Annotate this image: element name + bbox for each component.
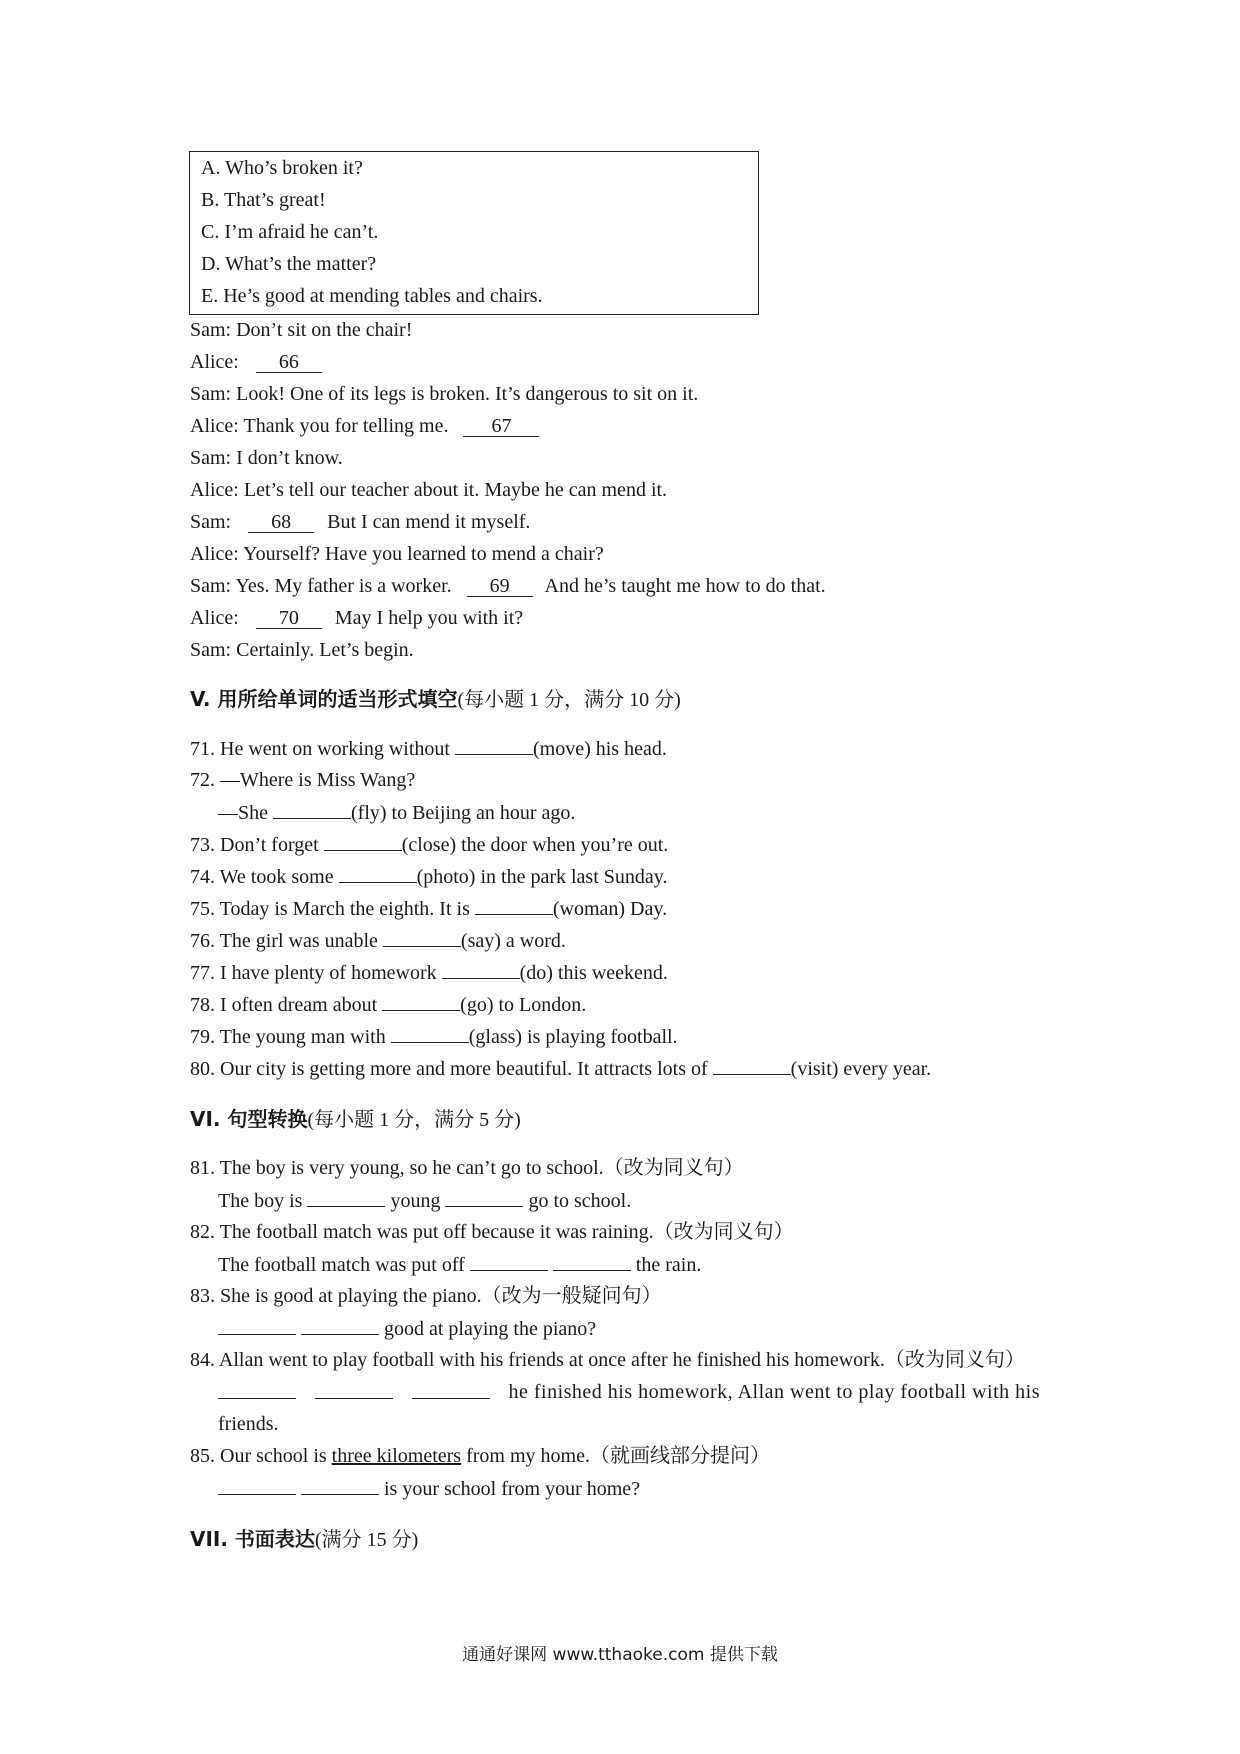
dialogue-text: May I help you with it? xyxy=(334,607,524,629)
dialogue-line xyxy=(190,414,539,438)
fill-blank[interactable] xyxy=(445,1188,523,1207)
fill-blank[interactable] xyxy=(301,1476,379,1495)
fill-blank[interactable] xyxy=(553,1252,631,1271)
question-text: (close) the door when you’re out. xyxy=(401,834,669,856)
dialogue-line xyxy=(190,350,322,374)
section-score: (每小题 1 分，满分 10 分) xyxy=(457,689,681,711)
question-text: 80. Our city is getting more and more beautiful. It attracts lots of xyxy=(190,1058,708,1080)
fill-blank[interactable] xyxy=(218,1316,296,1335)
section-5-heading xyxy=(190,686,681,713)
dialogue-line: Sam: Look! One of its legs is broken. It’s dangerous to sit on it. xyxy=(190,383,699,405)
speaker: Alice: xyxy=(190,607,239,629)
option-b: B. That’s great! xyxy=(201,189,326,211)
question-text: (move) his head. xyxy=(532,738,667,760)
question-text: 85. Our school is xyxy=(190,1445,327,1467)
question-text: (fly) to Beijing an hour ago. xyxy=(351,802,576,824)
question-text: —She xyxy=(218,802,268,824)
fill-blank[interactable] xyxy=(382,992,460,1011)
answer-blank-66[interactable]: 66 xyxy=(256,352,322,373)
question-text: 75. Today is March the eighth. It is xyxy=(190,898,470,920)
section-6-heading xyxy=(190,1106,521,1133)
question-85 xyxy=(190,1444,770,1468)
fill-blank[interactable] xyxy=(383,928,461,947)
fill-blank[interactable] xyxy=(307,1188,385,1207)
question-text: 76. The girl was unable xyxy=(190,930,378,952)
question-83: 83. She is good at playing the piano.（改为一般疑问句） xyxy=(190,1285,662,1307)
question-text: (photo) in the park last Sunday. xyxy=(416,866,668,888)
answer-blank-68[interactable]: 68 xyxy=(248,512,314,533)
section-score: (满分 15 分) xyxy=(314,1529,419,1551)
page-footer: 通通好课网 www.tthaoke.com 提供下载 xyxy=(462,1645,778,1665)
question-74 xyxy=(190,864,667,889)
dialogue-line xyxy=(190,510,530,534)
question-text: (woman) Day. xyxy=(552,898,668,920)
dialogue-line: Sam: Certainly. Let’s begin. xyxy=(190,639,414,661)
fill-blank[interactable] xyxy=(324,832,402,851)
fill-blank[interactable] xyxy=(442,960,520,979)
option-a: A. Who’s broken it? xyxy=(201,157,363,179)
question-text: (glass) is playing football. xyxy=(468,1026,678,1048)
fill-blank[interactable] xyxy=(455,736,533,755)
question-80 xyxy=(190,1056,931,1081)
fill-blank[interactable] xyxy=(470,1252,548,1271)
question-85-answer xyxy=(218,1476,640,1501)
section-title: VII. 书面表达 xyxy=(190,1527,315,1551)
question-text: 71. He went on working without xyxy=(190,738,450,760)
section-7-heading xyxy=(190,1526,418,1553)
question-text: the rain. xyxy=(635,1254,702,1276)
question-text: 77. I have plenty of homework xyxy=(190,962,437,984)
question-73 xyxy=(190,832,668,857)
dialogue-line: Sam: I don’t know. xyxy=(190,447,343,469)
question-text: 79. The young man with xyxy=(190,1026,386,1048)
question-text: he finished his homework, Allan went to play football with his xyxy=(508,1381,1040,1403)
dialogue-text: And he’s taught me how to do that. xyxy=(544,575,826,597)
dialogue-text: But I can mend it myself. xyxy=(327,511,531,533)
question-text: young xyxy=(390,1190,441,1212)
question-83-answer xyxy=(218,1316,596,1341)
dialogue-line: Sam: Don’t sit on the chair! xyxy=(190,319,413,341)
question-81-answer xyxy=(218,1188,631,1213)
dialogue-line xyxy=(190,606,523,630)
option-e: E. He’s good at mending tables and chairs. xyxy=(201,285,543,307)
section-title: VI. 句型转换 xyxy=(190,1107,308,1131)
option-d: D. What’s the matter? xyxy=(201,253,377,275)
question-text: The boy is xyxy=(218,1190,303,1212)
question-77 xyxy=(190,960,668,985)
answer-blank-69[interactable]: 69 xyxy=(467,576,533,597)
question-text: (visit) every year. xyxy=(790,1058,932,1080)
dialogue-line: Alice: Let’s tell our teacher about it. Maybe he can mend it. xyxy=(190,479,668,501)
question-79 xyxy=(190,1024,678,1049)
question-72: 72. —Where is Miss Wang? xyxy=(190,769,416,791)
fill-blank[interactable] xyxy=(713,1056,791,1075)
option-c: C. I’m afraid he can’t. xyxy=(201,221,379,243)
answer-blank-67[interactable]: 67 xyxy=(463,416,539,437)
question-82: 82. The football match was put off because it was raining.（改为同义句） xyxy=(190,1221,794,1243)
dialogue-text: Sam: Yes. My father is a worker. xyxy=(190,575,452,597)
fill-blank[interactable] xyxy=(475,896,553,915)
question-text: (go) to London. xyxy=(460,994,587,1016)
question-84-answer xyxy=(218,1380,1040,1404)
fill-blank[interactable] xyxy=(218,1380,296,1399)
fill-blank[interactable] xyxy=(301,1316,379,1335)
question-text: (do) this weekend. xyxy=(519,962,668,984)
question-text: 74. We took some xyxy=(190,866,334,888)
fill-blank[interactable] xyxy=(412,1380,490,1399)
fill-blank[interactable] xyxy=(218,1476,296,1495)
question-82-answer xyxy=(218,1252,701,1277)
options-box xyxy=(189,151,759,315)
dialogue-line xyxy=(190,574,826,598)
question-text: is your school from your home? xyxy=(384,1478,641,1500)
question-text: 78. I often dream about xyxy=(190,994,378,1016)
question-75 xyxy=(190,896,667,921)
section-score: (每小题 1 分，满分 5 分) xyxy=(307,1109,521,1131)
question-72-answer xyxy=(218,800,575,825)
question-text: The football match was put off xyxy=(218,1254,465,1276)
dialogue-line: Alice: Yourself? Have you learned to mend a chair? xyxy=(190,543,604,565)
fill-blank[interactable] xyxy=(339,864,417,883)
question-text: 73. Don’t forget xyxy=(190,834,319,856)
question-text: from my home.（就画线部分提问） xyxy=(466,1445,770,1467)
section-title: V. 用所给单词的适当形式填空 xyxy=(190,687,458,711)
underlined-text: three kilometers xyxy=(331,1445,462,1467)
question-text: (say) a word. xyxy=(460,930,566,952)
question-76 xyxy=(190,928,566,953)
speaker: Sam: xyxy=(190,511,232,533)
answer-blank-70[interactable]: 70 xyxy=(256,608,322,629)
question-71 xyxy=(190,736,667,761)
dialogue-text: Alice: Thank you for telling me. xyxy=(190,415,449,437)
question-text: good at playing the piano? xyxy=(384,1318,597,1340)
question-81: 81. The boy is very young, so he can’t go to school.（改为同义句） xyxy=(190,1157,744,1179)
fill-blank[interactable] xyxy=(315,1380,393,1399)
question-text: go to school. xyxy=(528,1190,632,1212)
fill-blank[interactable] xyxy=(391,1024,469,1043)
question-84: 84. Allan went to play football with his friends at once after he finished his homework.（改为同义句） xyxy=(190,1349,1025,1371)
fill-blank[interactable] xyxy=(273,800,351,819)
question-84-answer-cont: friends. xyxy=(218,1413,279,1435)
question-78 xyxy=(190,992,586,1017)
speaker: Alice: xyxy=(190,351,239,373)
